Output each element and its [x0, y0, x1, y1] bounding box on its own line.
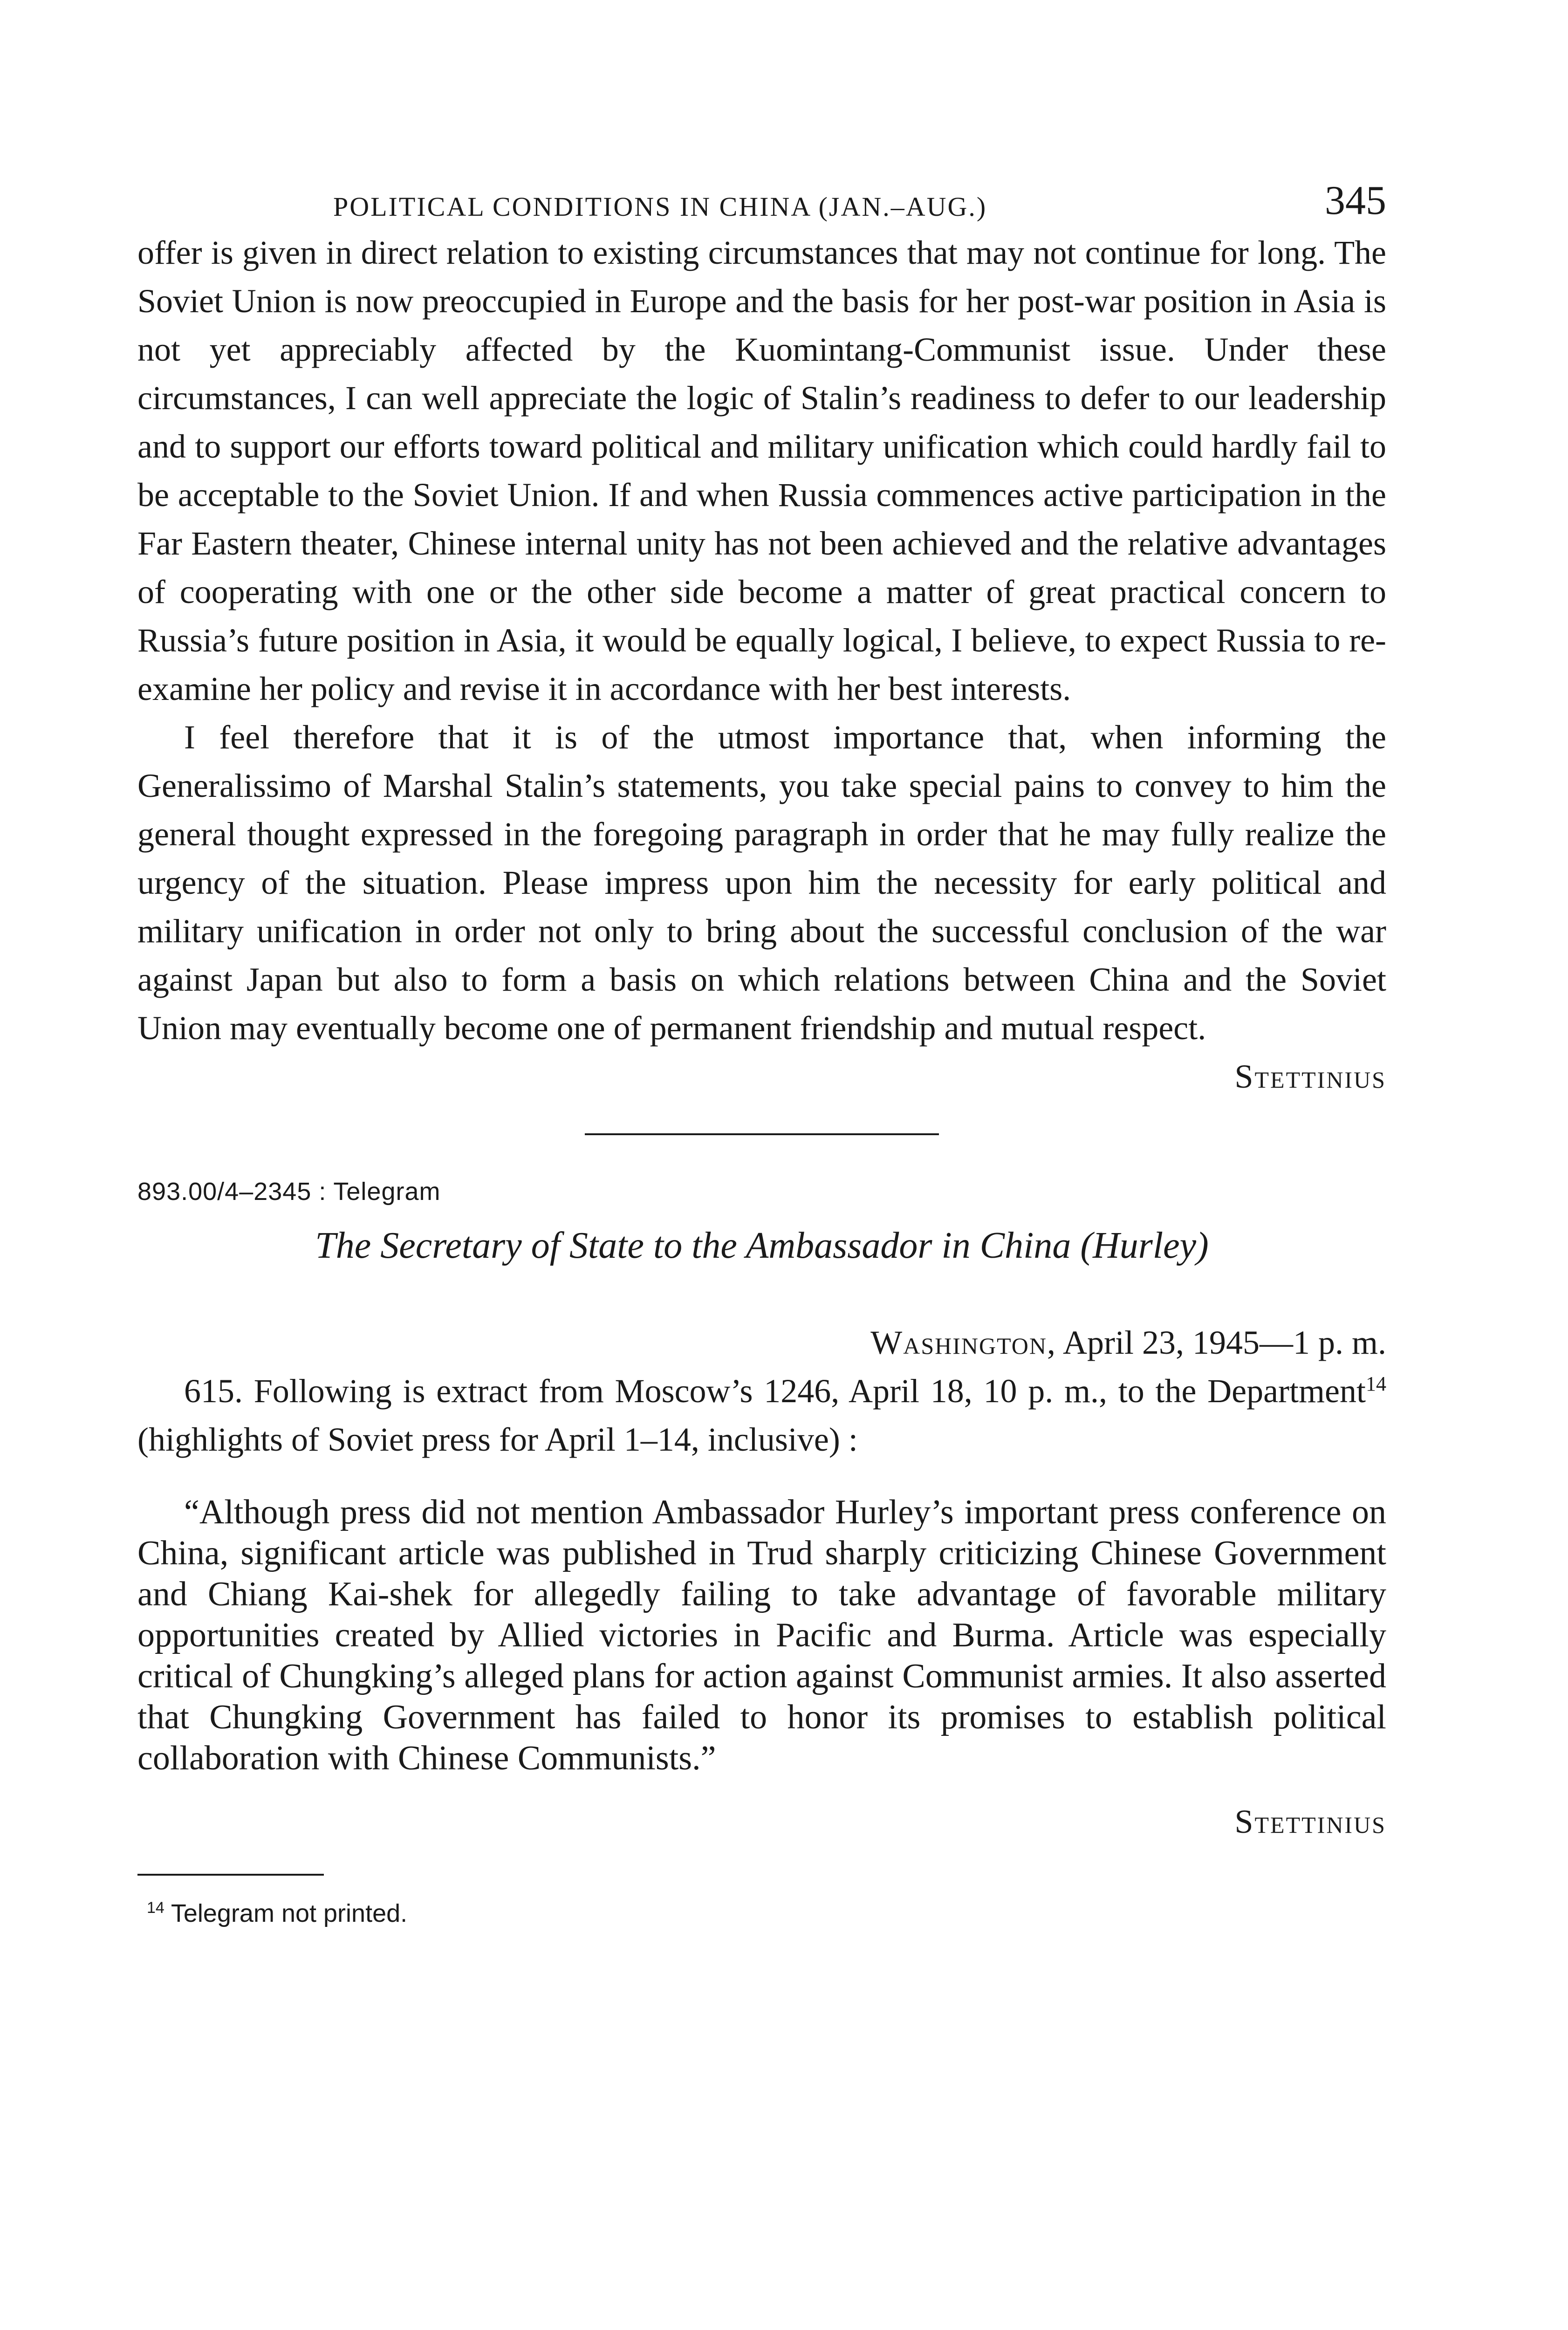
document-page — [137, 177, 1386, 1928]
section-divider — [585, 1133, 939, 1135]
footnote — [137, 1899, 1386, 1928]
footnote-text: Telegram not printed. — [171, 1899, 408, 1927]
document-title: The Secretary of State to the Ambassador in China (Hurley) — [315, 1225, 1209, 1266]
dateline — [137, 1318, 1386, 1367]
signature-stettinius: Stettinius — [1234, 1058, 1386, 1095]
signature-stettinius-2: Stettinius — [1234, 1803, 1386, 1840]
telegram-paragraph — [137, 1367, 1386, 1464]
footnote-number: 14 — [147, 1899, 164, 1917]
paragraph-instructions: I feel therefore that it is of the utmost importance that, when informing the Generalissimo of Marshal Stalin’s statements, you take special pains to convey to him the general thought expressed in the foregoing paragraph in order that he may fully realize the urgency of the situation. Please impress upon him the necessity for early political and military unification in order not only to bring about the successful conclusion of the war against Japan but also to form a basis on which relations between China and the Soviet Union may eventually become one of permanent friendship and mutual respect. — [137, 719, 1386, 1047]
telegram-text-a: 615. Following is extract from Moscow’s 1246, April 18, 10 p. m., to the Department — [184, 1372, 1366, 1410]
dateline-date: April 23, 1945—1 p. m. — [1056, 1324, 1386, 1361]
footnote-divider — [137, 1874, 324, 1876]
running-title: POLITICAL CONDITIONS IN CHINA (JAN.–AUG.) — [333, 192, 987, 222]
dateline-place: Washington, — [870, 1324, 1056, 1361]
paragraph-continued: offer is given in direct relation to existing circumstances that may not continue for long. The Soviet Union is now preoccupied in Europe and the basis for her post-war position in Asia is not yet appreciably affected by the Kuomintang-Communist issue. Under these circumstances, I can well appreciate the logic of Stalin’s readiness to defer to our leadership and to support our efforts toward political and military unification which could hardly fail to be acceptable to the Soviet Union. If and when Russia commences active participation in the Far Eastern theater, Chinese internal unity has not been achieved and the relative advantages of cooperating with one or the other side become a matter of great practical concern to Russia’s future position in Asia, it would be equally logical, I believe, to expect Russia to re-examine her policy and revise it in accordance with her best interests. — [137, 234, 1386, 707]
running-head — [137, 177, 1386, 228]
quoted-extract: “Although press did not mention Ambassador Hurley’s important press conference on China, significant article was published in Trud sharply criticizing Chinese Government and Chiang Kai-shek for allegedly failing to take advantage of favorable military opportunities created by Allied victories in Pacific and Burma. Article was especially critical of Chungking’s alleged plans for action against Communist armies. It also asserted that Chungking Government has failed to honor its promises to establish political collaboration with Chinese Communists.” — [137, 1493, 1386, 1777]
telegram-text-b: (highlights of Soviet press for April 1–14, inclusive) : — [137, 1421, 858, 1458]
footnote-reference: 14 — [1366, 1372, 1386, 1395]
file-number: 893.00/4–2345 : Telegram — [137, 1178, 441, 1206]
page-number: 345 — [1325, 178, 1386, 223]
